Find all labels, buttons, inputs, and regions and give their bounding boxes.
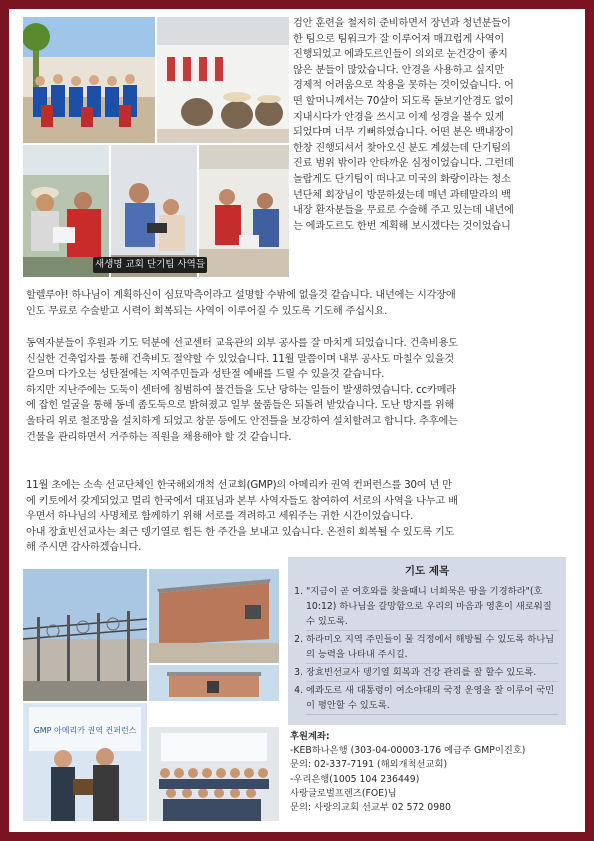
text-line: 에 잡힌 얼굴을 통해 동네 좀도둑으로 밝혀졌고 일부 물품들은 되돌려 받았습니다. 도난 방지를 위해 bbox=[26, 400, 455, 412]
support-info bbox=[290, 730, 570, 815]
text-line: 않은 분들이 많았습니다. 안경을 사용하고 싶지만 bbox=[293, 64, 505, 76]
text-line: 신실한 건축업자를 통해 건축비도 절약할 수 있었습니다. 11월 말쯤이며 내부 공사도 마칠수 있을것 bbox=[26, 353, 455, 365]
text-line: 지내시다가 안경을 쓰시고 이제 성경을 볼수 있게 bbox=[293, 111, 505, 123]
text-line: 년단체 회장님이 방문하셨는데 매년 과테말라의 백 bbox=[293, 189, 511, 201]
text-line: 는 에콰도르도 한번 계획해 보시겠다는 것이었습니 bbox=[293, 220, 511, 232]
text-line: 떤 할머니께서는 70살이 되도록 돋보기안경도 없이 bbox=[293, 95, 514, 107]
text-line: 아내 장효빈선교사는 최근 뎅기열로 힘든 한 주간을 보내고 있습니다. 온전히 회복될 수 있도록 기도 bbox=[26, 526, 455, 538]
text-line: 진료 범위 밖이라 안타까운 심정이었습니다. 그런데 bbox=[293, 158, 514, 170]
photo-building-side bbox=[149, 569, 279, 663]
text-line: 울타리 위로 철조망을 설치하게 되었고 창문 등에도 안전틀을 보강하여 설치할려고 합니다. 추후에는 bbox=[26, 415, 458, 427]
text-line: 하지만 지난주에는 도둑이 센터에 침범하여 물건들을 도난 당하는 일들이 발생하였습니다. cc카메라 bbox=[26, 384, 456, 396]
photo-conference-group bbox=[149, 727, 279, 821]
text-line: 한 팀으로 팀워크가 잘 이루어져 매끄럽게 사역이 bbox=[293, 33, 505, 45]
paragraph-eye-clinic bbox=[293, 16, 579, 234]
photo-clinic-waiting bbox=[157, 17, 289, 143]
prayer-item: 2. 하라미오 지역 주민들이 물 걱정에서 해방될 수 있도록 하나님의 능력을 나타내 주시길. bbox=[306, 632, 558, 664]
support-label: 후원계좌: bbox=[290, 731, 330, 742]
prayer-item: 1. "지금이 곧 여호와를 찾을때니 너희묵은 땅을 기경하라"(호10:12) 하나님을 갈망함으로 우리의 마음과 영혼이 새로워질 수 있도록. bbox=[306, 584, 558, 631]
text-line: 인도 무료로 수술받고 시력이 회복되는 사역이 이루어질 수 있도록 기도해 주십시요. bbox=[26, 305, 388, 317]
text-line: 우면서 하나님의 사명체로 함께하기 위해 서로를 격려하고 세워주는 귀한 시간이었습니다. bbox=[26, 511, 414, 523]
prayer-title: 기도 제목 bbox=[404, 565, 450, 577]
prayer-item: 3. 장효빈선교사 뎅기열 회복과 건강 관리를 잘 할수 있도록. bbox=[306, 665, 558, 682]
paragraph-eye-clinic-full bbox=[26, 288, 576, 319]
support-line: -우리은행(1005 104 236449) bbox=[290, 773, 420, 785]
text-line: 11월 초에는 소속 선교단체인 한국해외개척 선교회(GMP)의 아메리카 권역 컨퍼런스를 30여 년 만 bbox=[26, 480, 452, 491]
text-line: 한창 진행되셔서 찾아오신 분도 계셨는데 단기팀의 bbox=[293, 142, 511, 154]
newsletter-page bbox=[9, 9, 585, 832]
photo-building-front bbox=[149, 665, 279, 701]
support-line: -KEB하나은행 (303-04-00003-176 예금주 GMP이진호) bbox=[290, 745, 526, 757]
text-line: 검안 훈련을 철저히 준비하면서 장년과 청년분들이 bbox=[293, 18, 511, 29]
prayer-list bbox=[288, 584, 566, 715]
photo-clinic-room bbox=[199, 145, 289, 277]
text-line: 에 키토에서 갖게되었고 멀리 한국에서 대표님과 본부 사역자들도 참여하여 서로의 사역을 나누고 배 bbox=[26, 495, 458, 507]
paragraph-conference bbox=[26, 478, 576, 556]
text-line: 같으며 다가오는 성탄절에는 지역주민들과 성탄절 예배를 드릴 수 있을것 같습니다. bbox=[26, 369, 385, 381]
photo-fence-wall bbox=[23, 569, 147, 701]
support-line: 문의: 사랑의교회 선교부 02 572 0980 bbox=[290, 802, 451, 814]
support-line: 사랑글로벌프렌즈(FOE)님 bbox=[290, 787, 397, 799]
photo-team-group bbox=[23, 17, 155, 143]
conference-banner-text: GMP 아메리카 권역 컨퍼런스 bbox=[33, 726, 137, 735]
text-line: 동역자분들이 후원과 기도 덕분에 선교센터 교육관의 외부 공사를 잘 마치게 되었습니다. 건축비용도 bbox=[26, 338, 458, 349]
text-line: 진행되었고 에콰도르인들이 의외로 눈건강이 좋지 bbox=[293, 49, 508, 61]
prayer-requests-box bbox=[288, 557, 566, 725]
text-line: 되었다며 너무 기뻐하였습니다. 어떤 분은 백내장이 bbox=[293, 127, 514, 139]
text-line: 해 주시면 감사하겠습니다. bbox=[26, 542, 142, 554]
paragraph-center-construction bbox=[26, 336, 576, 445]
support-line: 문의: 02-337-7191 (해외개척선교회) bbox=[290, 759, 448, 771]
text-line: 내장 환자분들을 무료로 수술해 주고 있는데 내년에 bbox=[293, 205, 514, 217]
prayer-item: 4. 에콰도르 새 대통령이 여소야대의 국정 운영을 잘 이루어 국민이 평안할 수 있도록. bbox=[306, 683, 558, 715]
text-line: 경제적 어려움으로 착용을 못하는 것이었습니다. 어 bbox=[293, 80, 514, 92]
text-line: 건물을 관리하면서 거주하는 직원을 채용해야 할 것 같습니다. bbox=[26, 431, 292, 443]
text-line: 놀랍게도 단기팀이 떠나고 미국의 화랑이라는 청소 bbox=[293, 173, 511, 185]
photo-caption: 새생명 교회 단기팀 사역들 bbox=[93, 257, 207, 273]
photo-conference-gift bbox=[23, 703, 147, 821]
text-line: 할렐루야! 하나님이 계획하신이 심묘막측이라고 설명할 수밖에 없을것 같습니다. 내년에는 시각장애 bbox=[26, 290, 456, 301]
